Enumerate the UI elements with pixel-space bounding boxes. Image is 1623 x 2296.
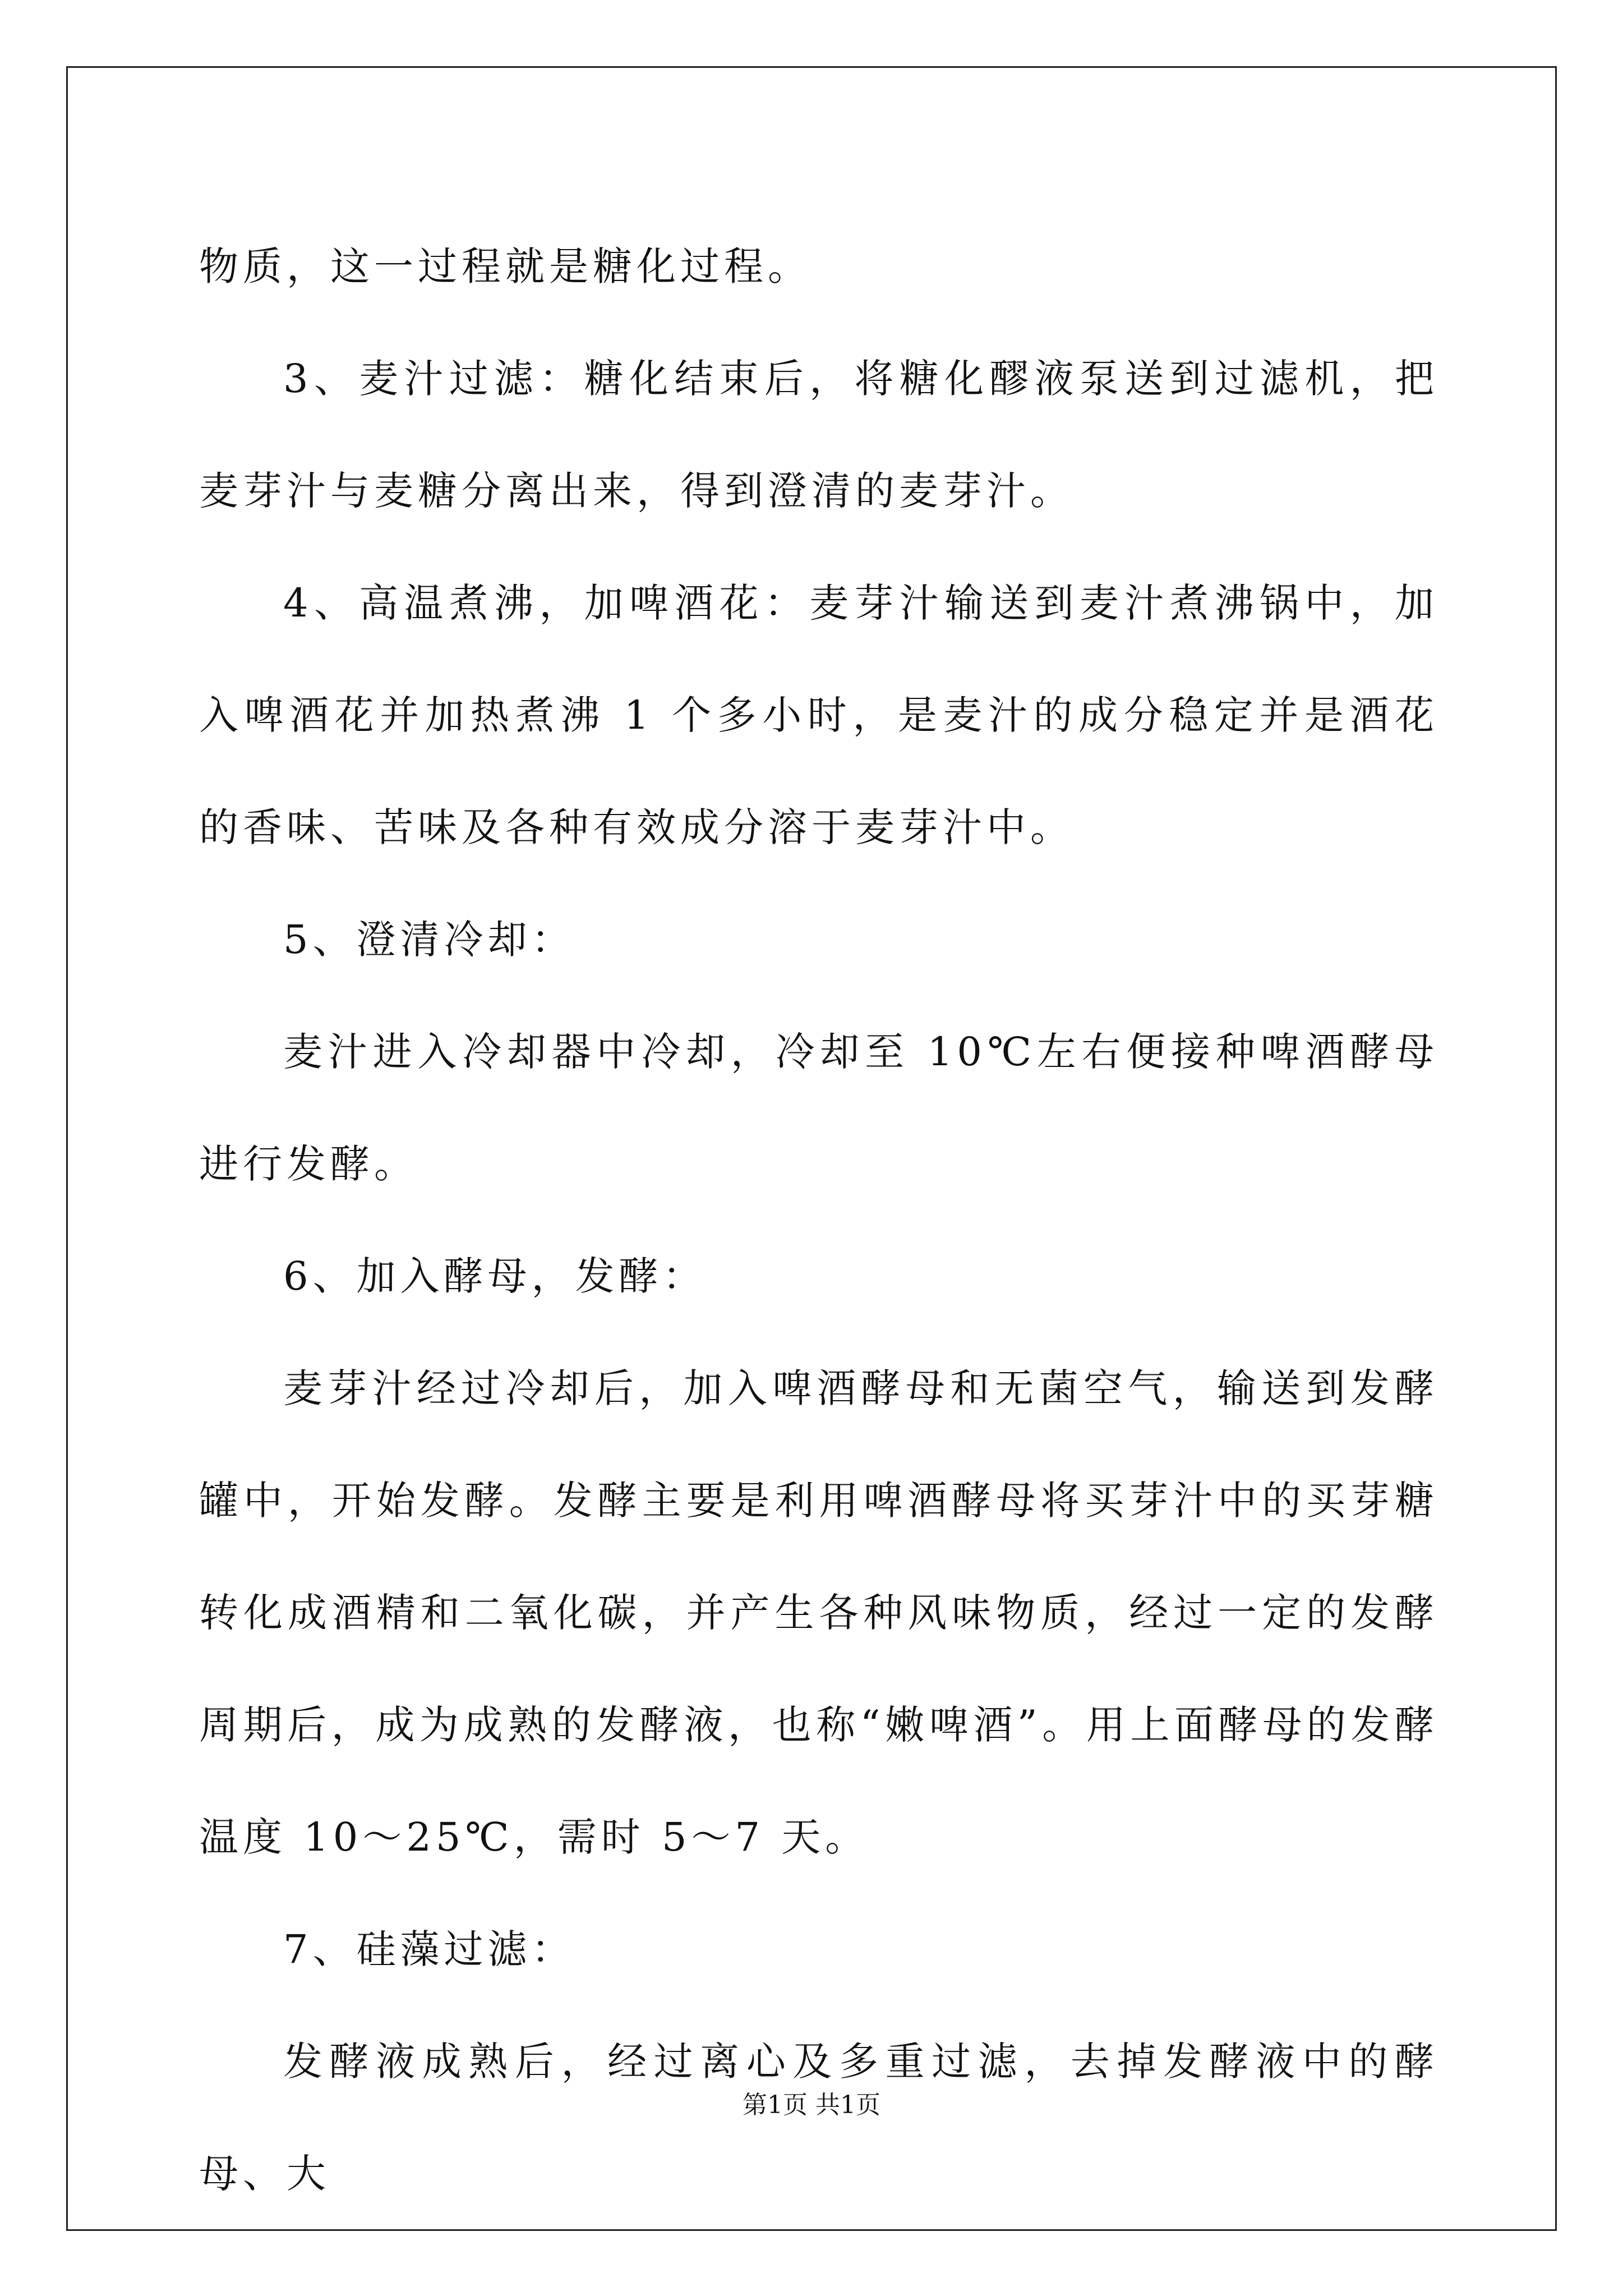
paragraph-6: 6、加入酵母，发酵： <box>283 1253 707 1299</box>
paragraph-5: 麦汁进入冷却器中冷却，冷却至 10℃左右便接种啤酒酵母进行发酵。 <box>199 1029 1438 1187</box>
paragraph-2: 3、麦汁过滤：糖化结束后，将糖化醪液泵送到过滤机，把麦芽汁与麦糖分离出来，得到澄清的麦芽汁。 <box>199 356 1438 514</box>
paragraph-4: 5、澄清冷却： <box>283 917 575 963</box>
paragraph-3: 4、高温煮沸，加啤酒花：麦芽汁输送到麦汁煮沸锅中，加入啤酒花并加热煮沸 1 个多小时，是麦汁的成分稳定并是酒花的香味、苦味及各种有效成分溶于麦芽汁中。 <box>199 580 1438 850</box>
paragraph-9: 发酵液成熟后，经过离心及多重过滤，去掉发酵液中的酵母、大 <box>199 2039 1438 2197</box>
document-body <box>199 210 1438 2230</box>
paragraph-8: 7、硅藻过滤： <box>283 1926 575 1972</box>
paragraph-7: 麦芽汁经过冷却后，加入啤酒酵母和无菌空气，输送到发酵罐中，开始发酵。发酵主要是利用啤酒酵母将买芽汁中的买芽糖转化成酒精和二氧化碳，并产生各种风味物质，经过一定的发酵周期后，成为成熟的发酵液，也称“嫩啤酒”。用上面酵母的发酵温度 10～25℃，需时 5～7 天。 <box>199 1365 1438 1860</box>
paragraph-1: 物质，这一过程就是糖化过程。 <box>199 243 811 289</box>
page-footer: 第1页 共1页 <box>743 2091 880 2119</box>
